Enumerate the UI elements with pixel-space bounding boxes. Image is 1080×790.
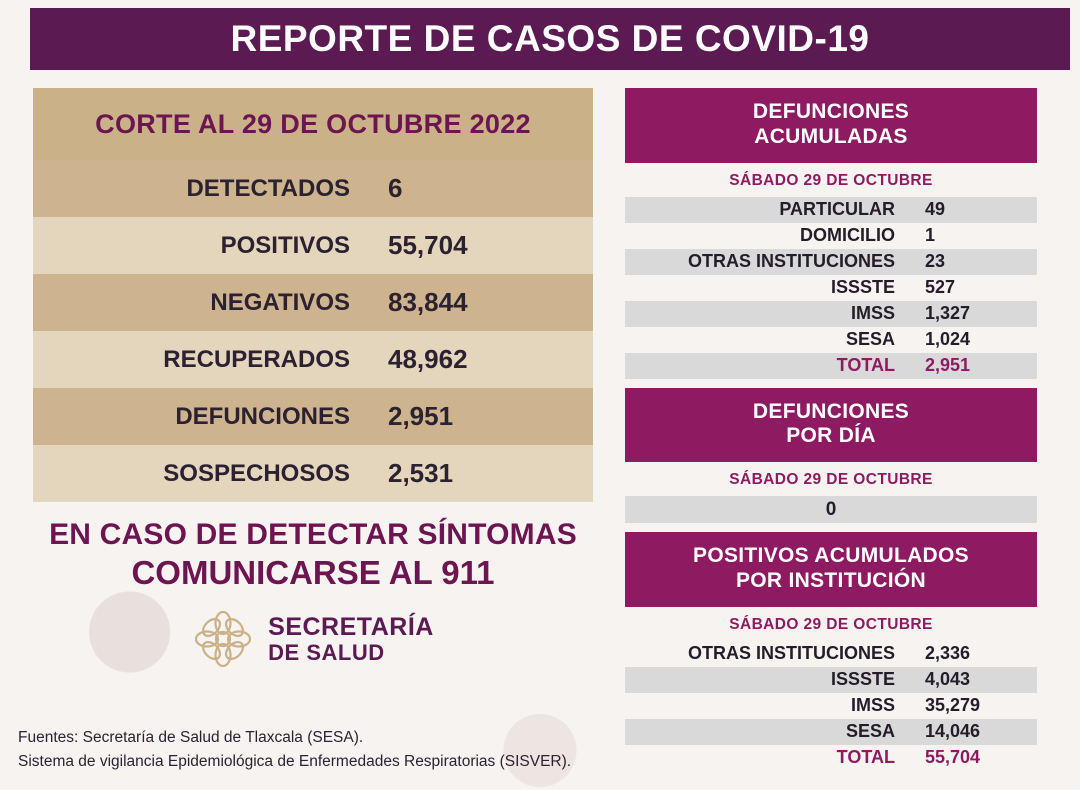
emergency-call-notice <box>33 518 593 592</box>
deaths-cumulative-title-2: ACUMULADAS <box>754 124 908 148</box>
stat-row-detectados <box>33 160 593 217</box>
row-label: TOTAL <box>836 355 895 376</box>
right-panel <box>625 88 1037 771</box>
stat-label: DEFUNCIONES <box>175 402 350 430</box>
row-label: IMSS <box>850 303 895 324</box>
deaths-per-day-title-2: POR DÍA <box>786 424 876 448</box>
stat-label: POSITIVOS <box>220 231 350 259</box>
deaths-per-day-title-1: DEFUNCIONES <box>752 399 910 423</box>
stat-row-defunciones <box>33 388 593 445</box>
table-row <box>625 301 1037 327</box>
page-title: REPORTE DE CASOS DE COVID-19 <box>230 18 870 59</box>
deaths-cumulative-date: SÁBADO 29 DE OCTUBRE <box>729 171 933 189</box>
row-value: 527 <box>925 277 956 298</box>
stat-value: 48,962 <box>388 344 468 374</box>
source-line-1: Fuentes: Secretaría de Salud de Tlaxcala (SESA). <box>18 729 364 746</box>
deaths-cumulative-header <box>625 88 1037 163</box>
row-label: DOMICILIO <box>800 225 895 246</box>
deaths-cumulative-title-1: DEFUNCIONES <box>752 100 910 123</box>
stat-value: 55,704 <box>388 230 468 260</box>
stat-value: 2,531 <box>388 458 454 488</box>
row-value: 35,279 <box>925 695 981 716</box>
positives-title-2: POR INSTITUCIÓN <box>735 568 926 592</box>
row-label: IMSS <box>850 695 895 716</box>
cta-line-2: COMUNICARSE AL 911 <box>131 554 495 591</box>
row-value: 55,704 <box>925 747 981 768</box>
row-value: 14,046 <box>925 721 981 742</box>
positives-title-1: POSITIVOS ACUMULADOS <box>693 544 969 568</box>
row-label: SESA <box>845 721 895 742</box>
spacer <box>625 523 1037 532</box>
stat-value: 6 <box>388 173 403 203</box>
table-row-total <box>625 353 1037 379</box>
cutoff-date-banner <box>33 88 593 160</box>
stat-row-sospechosos <box>33 445 593 502</box>
sources-note <box>18 726 618 774</box>
health-ministry-logo <box>33 608 593 670</box>
row-label: ISSSTE <box>830 669 895 690</box>
logo-text <box>268 614 434 663</box>
row-value: 2,336 <box>925 643 971 664</box>
table-row <box>625 223 1037 249</box>
left-panel <box>33 88 593 670</box>
positives-date: SÁBADO 29 DE OCTUBRE <box>729 615 933 633</box>
stat-row-recuperados <box>33 331 593 388</box>
deaths-per-day-date: SÁBADO 29 DE OCTUBRE <box>729 471 933 489</box>
row-value: 2,951 <box>925 355 971 376</box>
row-value: 4,043 <box>925 669 971 690</box>
table-row <box>625 693 1037 719</box>
stat-label: RECUPERADOS <box>163 345 350 373</box>
row-label: TOTAL <box>836 747 895 768</box>
stat-label: NEGATIVOS <box>210 288 350 316</box>
table-row <box>625 327 1037 353</box>
table-row-total <box>625 745 1037 771</box>
table-row <box>625 197 1037 223</box>
row-value: 23 <box>925 251 946 272</box>
row-value: 49 <box>925 199 946 220</box>
table-row <box>625 719 1037 745</box>
table-row <box>625 275 1037 301</box>
row-label: PARTICULAR <box>779 199 895 220</box>
spacer <box>625 379 1037 388</box>
page-header <box>30 8 1070 70</box>
cutoff-date-text: CORTE AL 29 DE OCTUBRE 2022 <box>95 108 531 139</box>
stat-label: DETECTADOS <box>186 174 350 202</box>
row-label: OTRAS INSTITUCIONES <box>687 643 895 664</box>
logo-line-2: DE SALUD <box>268 639 385 665</box>
stat-label: SOSPECHOSOS <box>163 459 350 487</box>
stat-row-positivos <box>33 217 593 274</box>
table-row <box>625 667 1037 693</box>
table-row <box>625 249 1037 275</box>
row-value: 1,024 <box>925 329 971 350</box>
logo-line-1: SECRETARÍA <box>268 613 434 642</box>
table-row <box>625 641 1037 667</box>
flower-logo-icon <box>192 608 254 670</box>
stat-value: 2,951 <box>388 401 454 431</box>
row-value: 1,327 <box>925 303 971 324</box>
source-line-2: Sistema de vigilancia Epidemiológica de Enfermedades Respiratorias (SISVER). <box>18 753 572 771</box>
stat-row-negativos <box>33 274 593 331</box>
row-label: SESA <box>845 329 895 350</box>
row-value: 1 <box>925 225 936 246</box>
stat-value: 83,844 <box>388 287 468 317</box>
row-label: ISSSTE <box>830 277 895 298</box>
row-label: OTRAS INSTITUCIONES <box>687 251 895 272</box>
deaths-per-day-header <box>625 388 1037 463</box>
deaths-per-day-value: 0 <box>625 496 1037 523</box>
positives-by-institution-header <box>625 532 1037 607</box>
cta-line-1: EN CASO DE DETECTAR SÍNTOMAS <box>49 518 577 551</box>
